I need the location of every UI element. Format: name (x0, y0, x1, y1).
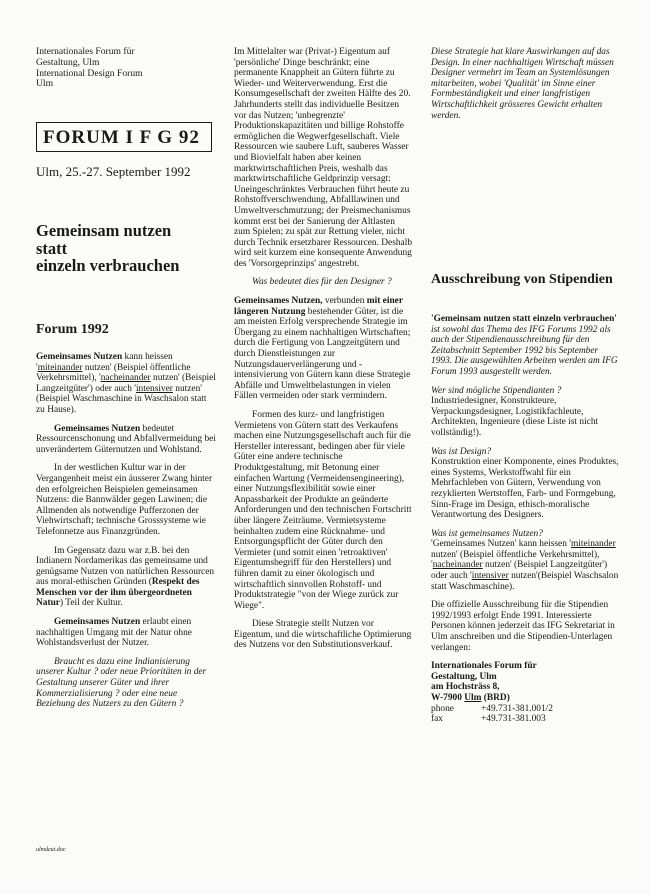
main-title (36, 222, 226, 275)
paragraph: Gemeinsames Nutzen, verbunden mit einer längeren Nutzung bestehender Güter, ist die am meisten Erfolg versprechende Strategie im Übergang zu einem nachhaltigen Wirtschaften; durch die Fertigung von Langzeitgütern und durch Dienstleistungen zur Nutzungsdauerverlängerung und -intensivierung von Gütern kann diese Strategie Abfälle und Umweltbelastungen in vielen Fällen vermeiden oder stark vermindern. (234, 296, 411, 402)
paragraph: Gemeinsames Nutzen bedeutet Ressourcenschonung und Abfallvermeidung bei unverändertem Güternutzen und Wohlstand. (36, 423, 216, 455)
question: Was ist gemeinsames Nutzen? (431, 528, 543, 539)
address-line: W-7900 Ulm (BRD) (431, 693, 510, 703)
event-date: Ulm, 25.-27. September 1992 (36, 164, 191, 179)
phone-line: phone +49.731-381.001/2 (431, 703, 553, 714)
paragraph: 'Gemeinsam nutzen statt einzeln verbrauchen' ist sowohl das Thema des IFG Forums 1992 als auch der Stipendienausschreibung für den Zeitabschnitt September 1992 bis September 1993. Die ausgewählten Arbeiten werden am IFG Forum 1993 ausgestellt werden. (431, 314, 618, 377)
paragraph: Gemeinsames Nutzen erlaubt einen nachhaltigen Umgang mit der Natur ohne Wohlstandsverlust der Nutzer. (36, 617, 192, 649)
org-line: Gestaltung, Ulm (36, 56, 100, 68)
org-line: Internationales Forum für (36, 46, 135, 57)
paragraph: Im Gegensatz dazu war z.B. bei den Indianern Nordamerikas das gemeinsame und genügsame Nutzen von natürlichen Ressourcen aus moral-ethischen Gründen (Respekt des Menschen vor der ihm übergeordneten Natur) Teil der Kultur. (36, 545, 215, 609)
section-heading-stipendien: Ausschreibung von Stipendien (431, 272, 613, 287)
organization-header (36, 47, 216, 90)
contact-address (431, 661, 621, 725)
footer-filename: ulmdeut.doc (36, 847, 66, 853)
paragraph: Die offizielle Ausschreibung für die Stipendien 1992/1993 erfolgt Ende 1991. Interessierte Personen können jederzeit das IFG Sekretariat in Ulm anschreiben und die Stipendien-Unterlagen verlangen: (431, 600, 615, 653)
question: Was ist Design? (431, 446, 492, 457)
question: Braucht es dazu eine Indianisierung unserer Kultur ? oder neue Prioritäten in der Gestaltung unserer Güter und ihrer Kommerzialisierung ? oder eine neue Beziehung des Nutzers zu den Gütern ? (36, 656, 207, 710)
answer: Konstruktion einer Komponente, eines Produktes, eines Systems, Werkstoffwahl für ein Mehrfachleben von Gütern, Verwendung von rezyklierten Wertstoffen, Farb- und Formgebung, Sinn-Frage im Design, ethisch-moralische Verantwortung des Designers. (431, 457, 619, 521)
column-1-body (36, 352, 216, 710)
address-line: am Hochsträss 8, (431, 682, 500, 693)
paragraph: Im Mittelalter war (Privat-) Eigentum auf 'persönliche' Dinge beschränkt; eine permanente Knappheit an Gütern führte zu Wieder- und Weiterverwendung. Erst die Konsumgesellschaft der zweiten Hälfte des 20. Jahrhunderts stellt das individuelle Besitzen vor das Nutzen; 'unbegrenzte' Produktionskapazitäten und billige Rohstoffe ermöglichen die Wegwerfgesellschaft. Viele Ressourcen wie saubere Luft, sauberes Wasser und Biovielfalt haben aber keinen marktwirtschaftlichen Preis, weshalb das marktwirtschaftliche Geldprinzip versagt: Uneingeschränktes Verbrauchen führt heute zu Rohstoffverschwendung, Abfalllawinen und Umweltverschmutzung; der Preismechanismus kommt erst bei der Sanierung der Altlasten zum Spielen; zu spät zur Rettung vieler, nicht durch Technik ersetzbarer Ressourcen. Deshalb wird seit kurzem eine konsequente Anwendung des 'Vorsorgeprinzips' angestrebt. (234, 47, 413, 269)
fax-line: fax +49.731-381.003 (431, 714, 546, 725)
title-line: Gemeinsam nutzen (36, 221, 172, 240)
title-line: einzeln verbrauchen (36, 256, 180, 275)
column-3-intro: Diese Strategie hat klare Auswirkungen auf das Design. In einer nachhaltigen Wirtschaft müssen Designer vermehrt im Team an Systemlösungen mitarbeiten, wobei 'Qualität' im Sinne einer Formbeständigkeit und einer langfristigen Wirtschaftlichkeit grösseres Gewicht erhalten werden. (431, 47, 614, 121)
org-line: Ulm (36, 78, 54, 90)
question: Was bedeutet dies für den Designer ? (252, 277, 392, 288)
paragraph: Formen des kurz- und langfristigen Vermietens von Gütern statt des Verkaufens machen eine Nutzungsgesellschaft auch für die Hersteller interessant, bedingen aber für viele Güter eine andere technische Produktgestaltung, mit Betonung einer einfachen Wartung (Vermeidensengineering), einer Nutzungsflexibilität sowie einer Anpassbarkeit der Produkte an geänderte Anforderungen und den technischen Fortschritt über längere Zeiträume. Vermietsysteme beinhalten zudem eine Rücknahme- und Entsorgungspflicht der Güter durch den Vermieter (und somit einen 'retroaktiven' Eigentumsbegriff für den Herstellers) und führen damit zu einer ökologisch und wirtschaftlich sinnvollen Rohstoff- und Produktstrategie "von der Wiege zurück zur Wiege". (234, 410, 412, 611)
address-line: Gestaltung, Ulm (431, 671, 497, 682)
logo-text: FORUM I F G 92 (43, 127, 200, 148)
title-line: statt (36, 238, 68, 258)
section-heading-forum: Forum 1992 (36, 322, 109, 337)
column-2-body (234, 47, 412, 651)
address-line: Internationales Forum für (431, 661, 537, 672)
paragraph: Diese Strategie stellt Nutzen vor Eigentum, und die wirtschaftliche Optimierung des Nutzens vor den Substitutionsverkauf. (234, 619, 412, 651)
column-3-body (431, 314, 621, 725)
paragraph: Gemeinsames Nutzen kann heissen 'miteinander nutzen' (Beispiel öffentliche Verkehrsmittel), 'nacheinander nutzen' (Beispiel Langzeitgüter') oder auch 'intensiver nutzen' (Beispiel Waschmaschine in Waschsalon statt zu Hause). (36, 352, 216, 415)
org-line: International Design Forum (36, 67, 143, 79)
answer: 'Gemeinsames Nutzen' kann heissen 'miteinander nutzen' (Beispiel öffentliche Verkehrsmittel), 'nacheinander nutzen' (Beispiel Langzeitgüter') oder auch 'intensiver nutzen'(Beispiel Waschsalon statt Waschmaschine). (431, 539, 619, 592)
paragraph: In der westlichen Kultur war in der Vergangenheit meist ein äusserer Zwang hinter den erfolgreichen Beispielen gemeinsamen Nutzens: die Bannwälder gegen Lawinen; die Allmenden als notwendige Pufferzonen der Viehwirtschaft; technische Grosssysteme wie Telefonnetze aus Finanzgründen. (36, 463, 213, 537)
question: Wer sind mögliche Stipendianten ? (431, 385, 562, 396)
answer: Industriedesigner, Konstrukteure, Verpackungsdesigner, Logistikfachleute, Architekten, Ingenieure (diese Liste ist nicht vollständig!). (431, 396, 599, 438)
forum-logo-box (36, 122, 212, 152)
